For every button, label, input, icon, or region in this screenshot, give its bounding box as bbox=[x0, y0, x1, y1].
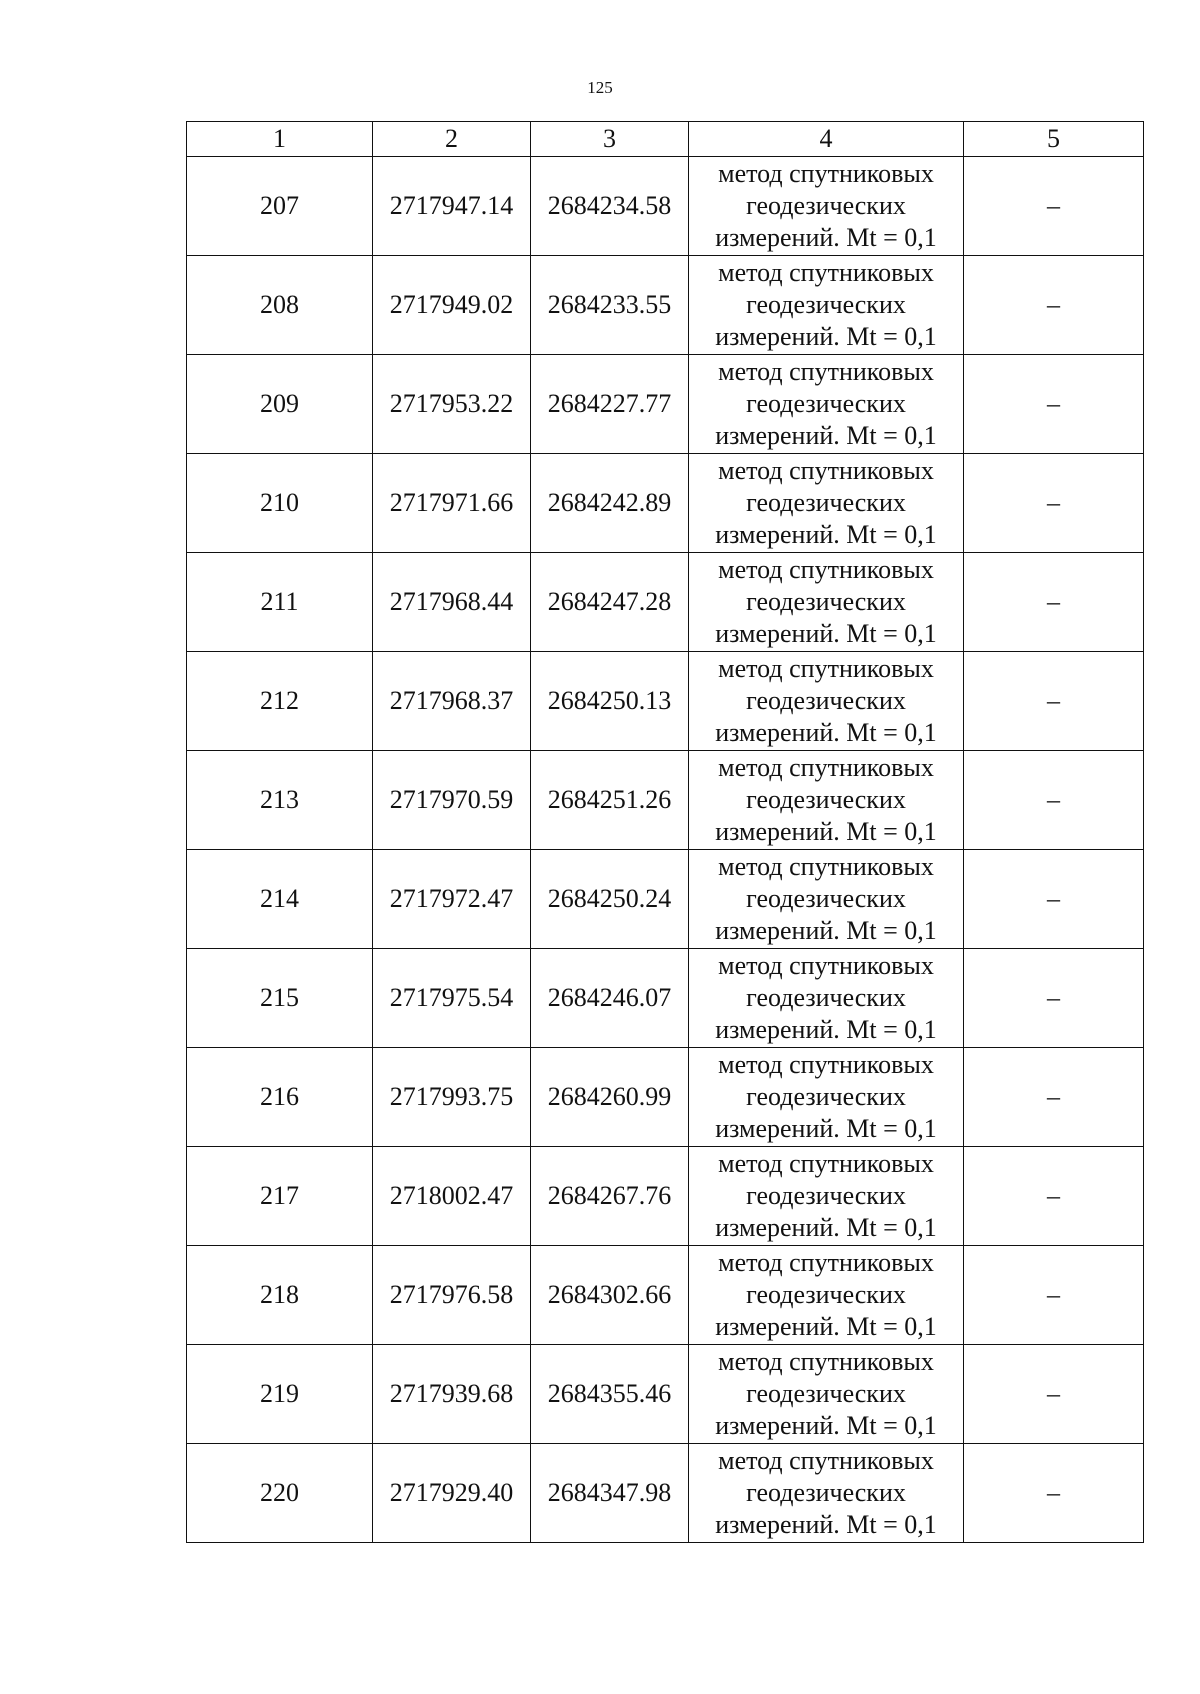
method-cell bbox=[689, 1246, 964, 1345]
x-coordinate-cell: 2717953.22 bbox=[373, 355, 531, 454]
method-line: метод спутниковых bbox=[718, 654, 934, 683]
method-line: метод спутниковых bbox=[718, 159, 934, 188]
column-header-3: 3 bbox=[531, 122, 689, 157]
point-number-cell: 212 bbox=[187, 652, 373, 751]
method-line: метод спутниковых bbox=[718, 456, 934, 485]
note-cell: – bbox=[964, 949, 1144, 1048]
point-number-cell: 218 bbox=[187, 1246, 373, 1345]
x-coordinate-cell: 2717929.40 bbox=[373, 1444, 531, 1543]
y-coordinate-cell: 2684302.66 bbox=[531, 1246, 689, 1345]
table-body bbox=[187, 157, 1144, 1543]
point-number-cell: 207 bbox=[187, 157, 373, 256]
method-line: геодезических bbox=[746, 1280, 906, 1309]
method-cell bbox=[689, 1444, 964, 1543]
method-line: метод спутниковых bbox=[718, 951, 934, 980]
note-cell: – bbox=[964, 553, 1144, 652]
x-coordinate-cell: 2717968.44 bbox=[373, 553, 531, 652]
method-line: метод спутниковых bbox=[718, 555, 934, 584]
point-number-cell: 210 bbox=[187, 454, 373, 553]
point-number-cell: 209 bbox=[187, 355, 373, 454]
table-row bbox=[187, 1444, 1144, 1543]
table-row bbox=[187, 454, 1144, 553]
method-line: геодезических bbox=[746, 488, 906, 517]
method-line: измерений. Mt = 0,1 bbox=[715, 1015, 937, 1044]
x-coordinate-cell: 2718002.47 bbox=[373, 1147, 531, 1246]
method-line: измерений. Mt = 0,1 bbox=[715, 223, 937, 252]
y-coordinate-cell: 2684233.55 bbox=[531, 256, 689, 355]
method-line: измерений. Mt = 0,1 bbox=[715, 520, 937, 549]
method-line: метод спутниковых bbox=[718, 852, 934, 881]
table-row bbox=[187, 1147, 1144, 1246]
table-row bbox=[187, 256, 1144, 355]
table-row bbox=[187, 751, 1144, 850]
x-coordinate-cell: 2717972.47 bbox=[373, 850, 531, 949]
note-cell: – bbox=[964, 850, 1144, 949]
note-cell: – bbox=[964, 751, 1144, 850]
x-coordinate-cell: 2717949.02 bbox=[373, 256, 531, 355]
table-row bbox=[187, 652, 1144, 751]
x-coordinate-cell: 2717970.59 bbox=[373, 751, 531, 850]
method-line: метод спутниковых bbox=[718, 1248, 934, 1277]
note-cell: – bbox=[964, 454, 1144, 553]
x-coordinate-cell: 2717993.75 bbox=[373, 1048, 531, 1147]
method-line: геодезических bbox=[746, 1379, 906, 1408]
y-coordinate-cell: 2684246.07 bbox=[531, 949, 689, 1048]
header-row bbox=[187, 122, 1144, 157]
x-coordinate-cell: 2717968.37 bbox=[373, 652, 531, 751]
method-line: измерений. Mt = 0,1 bbox=[715, 718, 937, 747]
method-line: метод спутниковых bbox=[718, 1050, 934, 1079]
x-coordinate-cell: 2717971.66 bbox=[373, 454, 531, 553]
method-line: геодезических bbox=[746, 191, 906, 220]
table-header bbox=[187, 122, 1144, 157]
method-cell bbox=[689, 1147, 964, 1246]
method-line: измерений. Mt = 0,1 bbox=[715, 1510, 937, 1539]
table-row bbox=[187, 1345, 1144, 1444]
method-cell bbox=[689, 850, 964, 949]
y-coordinate-cell: 2684247.28 bbox=[531, 553, 689, 652]
method-line: измерений. Mt = 0,1 bbox=[715, 421, 937, 450]
method-line: метод спутниковых bbox=[718, 1446, 934, 1475]
method-line: геодезических bbox=[746, 290, 906, 319]
page-number: 125 bbox=[587, 78, 613, 97]
method-cell bbox=[689, 652, 964, 751]
method-line: измерений. Mt = 0,1 bbox=[715, 1312, 937, 1341]
point-number-cell: 216 bbox=[187, 1048, 373, 1147]
note-cell: – bbox=[964, 355, 1144, 454]
method-line: геодезических bbox=[746, 389, 906, 418]
method-line: геодезических bbox=[746, 686, 906, 715]
method-line: геодезических bbox=[746, 1478, 906, 1507]
point-number-cell: 208 bbox=[187, 256, 373, 355]
table-row bbox=[187, 850, 1144, 949]
note-cell: – bbox=[964, 652, 1144, 751]
point-number-cell: 219 bbox=[187, 1345, 373, 1444]
method-line: метод спутниковых bbox=[718, 1347, 934, 1376]
note-cell: – bbox=[964, 157, 1144, 256]
point-number-cell: 220 bbox=[187, 1444, 373, 1543]
method-cell bbox=[689, 751, 964, 850]
column-header-1: 1 bbox=[187, 122, 373, 157]
method-cell bbox=[689, 355, 964, 454]
method-line: метод спутниковых bbox=[718, 753, 934, 782]
y-coordinate-cell: 2684355.46 bbox=[531, 1345, 689, 1444]
method-line: геодезических bbox=[746, 785, 906, 814]
method-line: измерений. Mt = 0,1 bbox=[715, 619, 937, 648]
note-cell: – bbox=[964, 1147, 1144, 1246]
method-line: измерений. Mt = 0,1 bbox=[715, 1213, 937, 1242]
point-number-cell: 213 bbox=[187, 751, 373, 850]
y-coordinate-cell: 2684242.89 bbox=[531, 454, 689, 553]
method-line: измерений. Mt = 0,1 bbox=[715, 916, 937, 945]
y-coordinate-cell: 2684260.99 bbox=[531, 1048, 689, 1147]
x-coordinate-cell: 2717976.58 bbox=[373, 1246, 531, 1345]
method-line: геодезических bbox=[746, 1082, 906, 1111]
column-header-4: 4 bbox=[689, 122, 964, 157]
method-line: геодезических bbox=[746, 983, 906, 1012]
method-line: измерений. Mt = 0,1 bbox=[715, 1114, 937, 1143]
method-cell bbox=[689, 157, 964, 256]
y-coordinate-cell: 2684251.26 bbox=[531, 751, 689, 850]
method-cell bbox=[689, 1345, 964, 1444]
point-number-cell: 217 bbox=[187, 1147, 373, 1246]
method-line: геодезических bbox=[746, 884, 906, 913]
point-number-cell: 215 bbox=[187, 949, 373, 1048]
method-line: измерений. Mt = 0,1 bbox=[715, 817, 937, 846]
table-row bbox=[187, 553, 1144, 652]
method-line: геодезических bbox=[746, 587, 906, 616]
method-line: метод спутниковых bbox=[718, 258, 934, 287]
table-row bbox=[187, 949, 1144, 1048]
method-cell bbox=[689, 1048, 964, 1147]
method-line: измерений. Mt = 0,1 bbox=[715, 322, 937, 351]
x-coordinate-cell: 2717939.68 bbox=[373, 1345, 531, 1444]
note-cell: – bbox=[964, 1444, 1144, 1543]
x-coordinate-cell: 2717947.14 bbox=[373, 157, 531, 256]
coordinates-table bbox=[186, 121, 1144, 1543]
y-coordinate-cell: 2684234.58 bbox=[531, 157, 689, 256]
column-header-5: 5 bbox=[964, 122, 1144, 157]
note-cell: – bbox=[964, 256, 1144, 355]
y-coordinate-cell: 2684227.77 bbox=[531, 355, 689, 454]
table-row bbox=[187, 1246, 1144, 1345]
method-cell bbox=[689, 553, 964, 652]
y-coordinate-cell: 2684250.13 bbox=[531, 652, 689, 751]
note-cell: – bbox=[964, 1048, 1144, 1147]
column-header-2: 2 bbox=[373, 122, 531, 157]
y-coordinate-cell: 2684267.76 bbox=[531, 1147, 689, 1246]
point-number-cell: 214 bbox=[187, 850, 373, 949]
table-row bbox=[187, 157, 1144, 256]
method-cell bbox=[689, 949, 964, 1048]
x-coordinate-cell: 2717975.54 bbox=[373, 949, 531, 1048]
table-row bbox=[187, 1048, 1144, 1147]
note-cell: – bbox=[964, 1246, 1144, 1345]
note-cell: – bbox=[964, 1345, 1144, 1444]
method-cell bbox=[689, 256, 964, 355]
method-line: геодезических bbox=[746, 1181, 906, 1210]
point-number-cell: 211 bbox=[187, 553, 373, 652]
y-coordinate-cell: 2684347.98 bbox=[531, 1444, 689, 1543]
method-cell bbox=[689, 454, 964, 553]
method-line: метод спутниковых bbox=[718, 1149, 934, 1178]
table-row bbox=[187, 355, 1144, 454]
method-line: метод спутниковых bbox=[718, 357, 934, 386]
y-coordinate-cell: 2684250.24 bbox=[531, 850, 689, 949]
method-line: измерений. Mt = 0,1 bbox=[715, 1411, 937, 1440]
